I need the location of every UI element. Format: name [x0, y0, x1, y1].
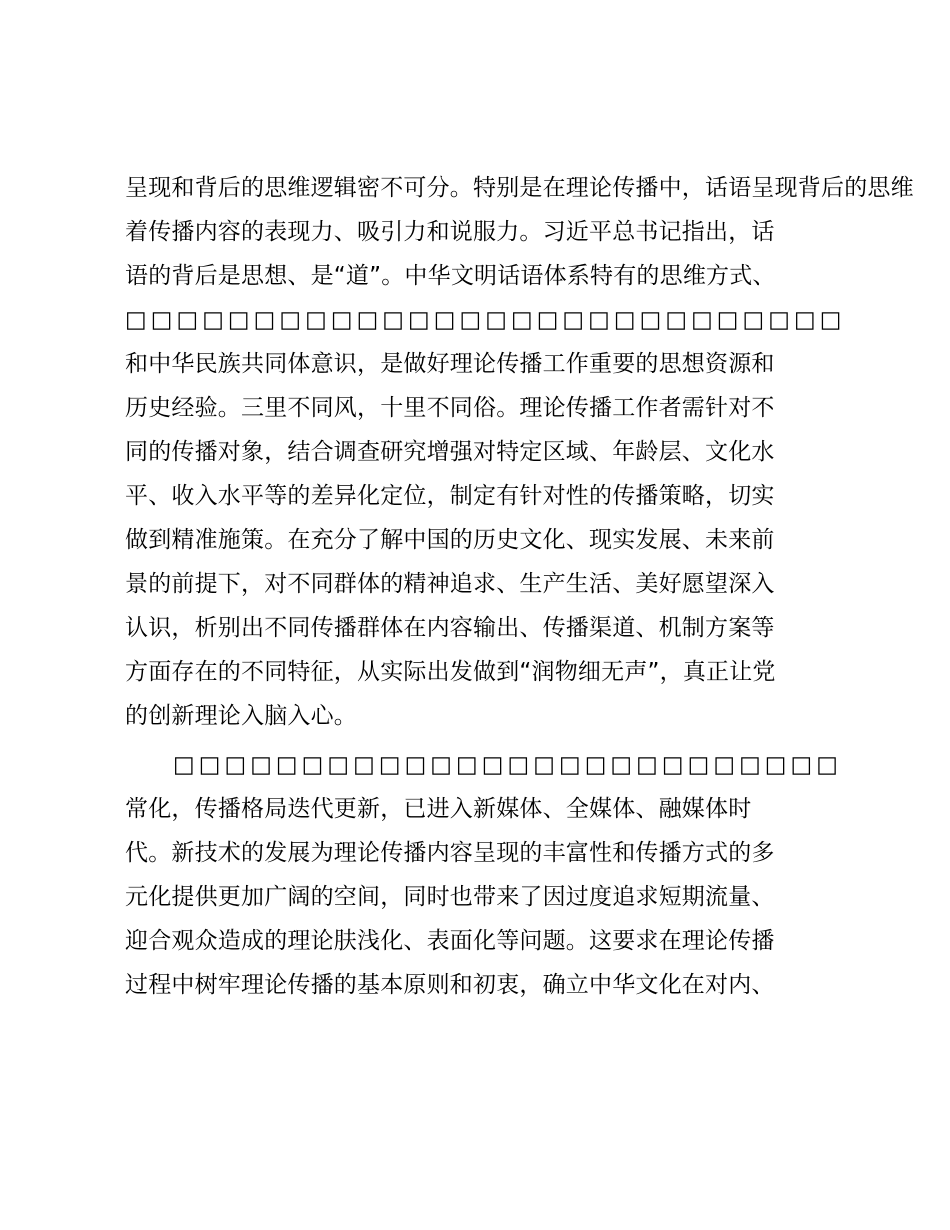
text-line: 呈现和背后的思维逻辑密不可分。特别是在理论传播中，话语呈现背后的思维 [125, 175, 914, 201]
text-line: 认识，析别出不同传播群体在内容输出、传播渠道、机制方案等 [125, 615, 775, 641]
text-line: 做到精准施策。在充分了解中国的历史文化、现实发展、未来前 [125, 527, 775, 553]
text-line: 着传播内容的表现力、吸引力和说服力。习近平总书记指出，话 [125, 219, 775, 245]
text-line: 同的传播对象，结合调查研究增强对特定区域、年龄层、文化水 [125, 439, 775, 465]
missing-glyph-line: □□□□□□□□□□□□□□□□□□□□□□□□□□□□ [125, 307, 846, 333]
text-line: 代。新技术的发展为理论传播内容呈现的丰富性和传播方式的多 [125, 840, 775, 866]
text-line: 语的背后是思想、是“道”。中华文明话语体系特有的思维方式、 [125, 263, 776, 289]
text-line: 常化，传播格局迭代更新，已进入新媒体、全媒体、融媒体时 [125, 796, 752, 822]
text-line: 历史经验。三里不同风，十里不同俗。理论传播工作者需针对不 [125, 395, 775, 421]
text-line: 和中华民族共同体意识，是做好理论传播工作重要的思想资源和 [125, 351, 775, 377]
text-line: 元化提供更加广阔的空间，同时也带来了因过度追求短期流量、 [125, 884, 775, 910]
text-line: 方面存在的不同特征，从实际出发做到“润物细无声”，真正让党 [125, 659, 776, 685]
text-line: 的创新理论入脑入心。 [125, 703, 357, 729]
text-line: 景的前提下，对不同群体的精神追求、生产生活、美好愿望深入 [125, 571, 775, 597]
text-line: 迎合观众造成的理论肤浅化、表面化等问题。这要求在理论传播 [125, 928, 775, 954]
text-line: 平、收入水平等的差异化定位，制定有针对性的传播策略，切实 [125, 483, 775, 509]
text-line: 过程中树牢理论传播的基本原则和初衷，确立中华文化在对内、 [125, 972, 775, 998]
missing-glyph-line: □□□□□□□□□□□□□□□□□□□□□□□□□□ [173, 752, 843, 778]
